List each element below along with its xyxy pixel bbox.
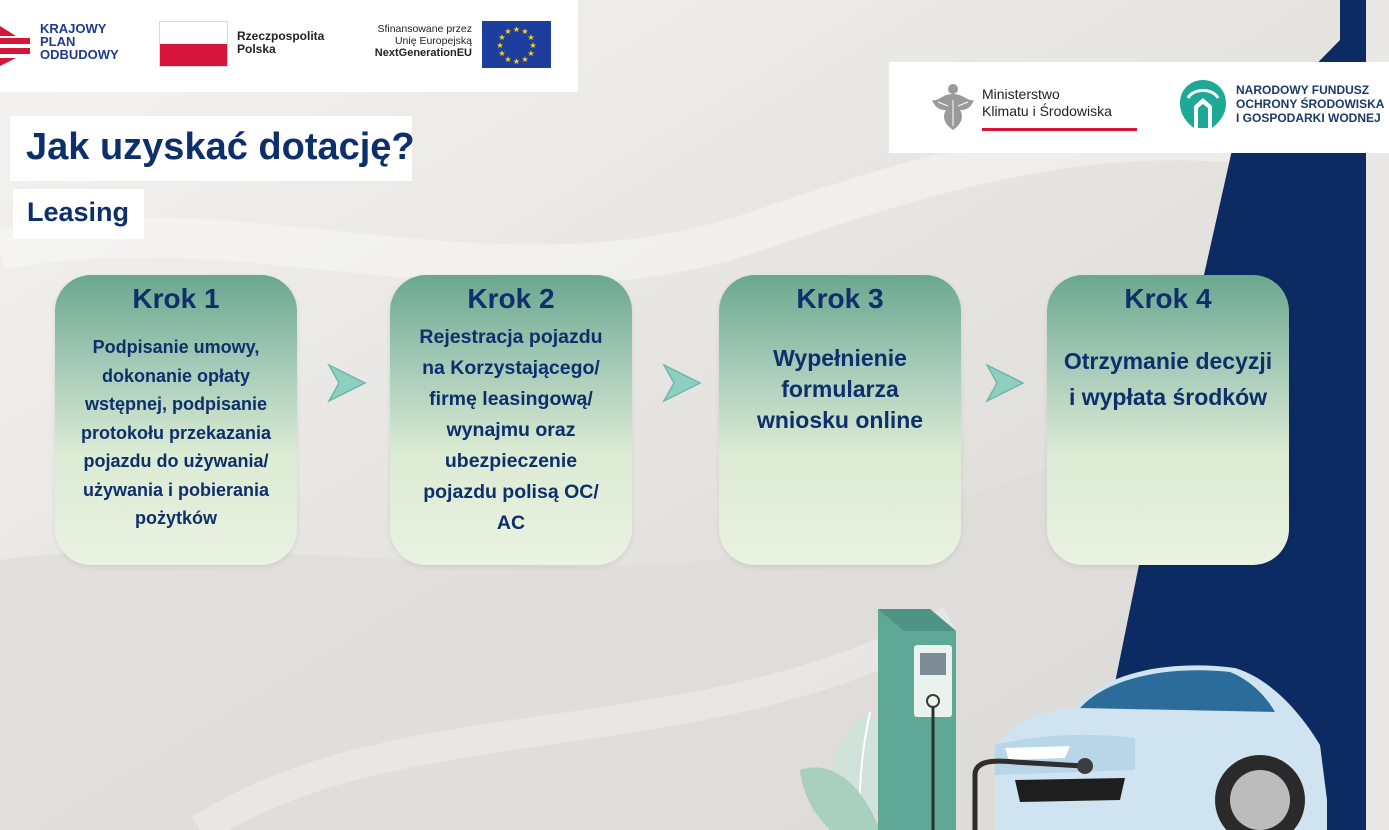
rzeczpospolita-text: Rzeczpospolita Polska: [237, 29, 325, 56]
charging-station-icon: [870, 605, 970, 830]
step-card-2: [390, 275, 632, 565]
eu-flag-icon: [482, 21, 551, 68]
nfosigw-logo-icon: [1178, 78, 1228, 132]
svg-text:★: ★: [521, 27, 529, 36]
step-description: Podpisanie umowy, dokonanie opłaty wstępnej, podpisanie protokołu przekazania pojazdu do używania/ używania i pobierania pożytków: [80, 337, 272, 528]
chevron-right-icon: [985, 363, 1025, 403]
svg-text:★: ★: [498, 33, 506, 42]
svg-text:★: ★: [498, 49, 506, 58]
svg-text:★: ★: [527, 33, 535, 42]
page-subtitle: Leasing: [27, 197, 130, 227]
step-title: Krok 2: [467, 283, 555, 314]
chevron-right-icon: [662, 363, 702, 403]
step-card-3: [719, 275, 961, 565]
nfosigw-text: NARODOWY FUNDUSZ OCHRONY ŚRODOWISKA I GOSPODARKI WODNEJ: [1236, 83, 1385, 125]
step-description: Otrzymanie decyzji i wypłata środków: [1063, 348, 1273, 410]
ministry-underline: [982, 128, 1137, 131]
eu-funding-text: Sfinansowane przez Unię Europejską NextGenerationEU: [374, 23, 472, 59]
step-card-1: [55, 275, 297, 565]
kpo-logo-text: KRAJOWY PLAN ODBUDOWY: [40, 21, 119, 62]
svg-text:★: ★: [504, 55, 512, 64]
step-title: Krok 3: [796, 283, 884, 314]
kpo-logo-icon: [0, 24, 34, 68]
page-title: Jak uzyskać dotację?: [26, 126, 415, 168]
svg-text:★: ★: [512, 57, 521, 66]
step-description: Rejestracja pojazdu na Korzystającego/ firmę leasingową/ wynajmu oraz ubezpieczenie pojazdu polisą OC/ AC: [419, 326, 603, 534]
svg-text:★: ★: [527, 49, 535, 58]
step-description: Wypełnienie formularza wniosku online: [756, 345, 924, 433]
eagle-emblem-icon: [928, 80, 978, 134]
svg-text:★: ★: [504, 27, 512, 36]
chevron-right-icon: [327, 363, 367, 403]
svg-text:★: ★: [521, 55, 529, 64]
step-title: Krok 4: [1124, 283, 1212, 314]
svg-text:★: ★: [529, 41, 537, 50]
step-title: Krok 1: [132, 283, 220, 314]
polish-flag-icon: [159, 21, 228, 67]
step-card-4: [1047, 275, 1289, 565]
electric-car-icon: [975, 650, 1335, 830]
ministry-text: Ministerstwo Klimatu i Środowiska: [982, 86, 1112, 119]
svg-text:★: ★: [496, 41, 504, 50]
svg-text:★: ★: [512, 25, 521, 34]
